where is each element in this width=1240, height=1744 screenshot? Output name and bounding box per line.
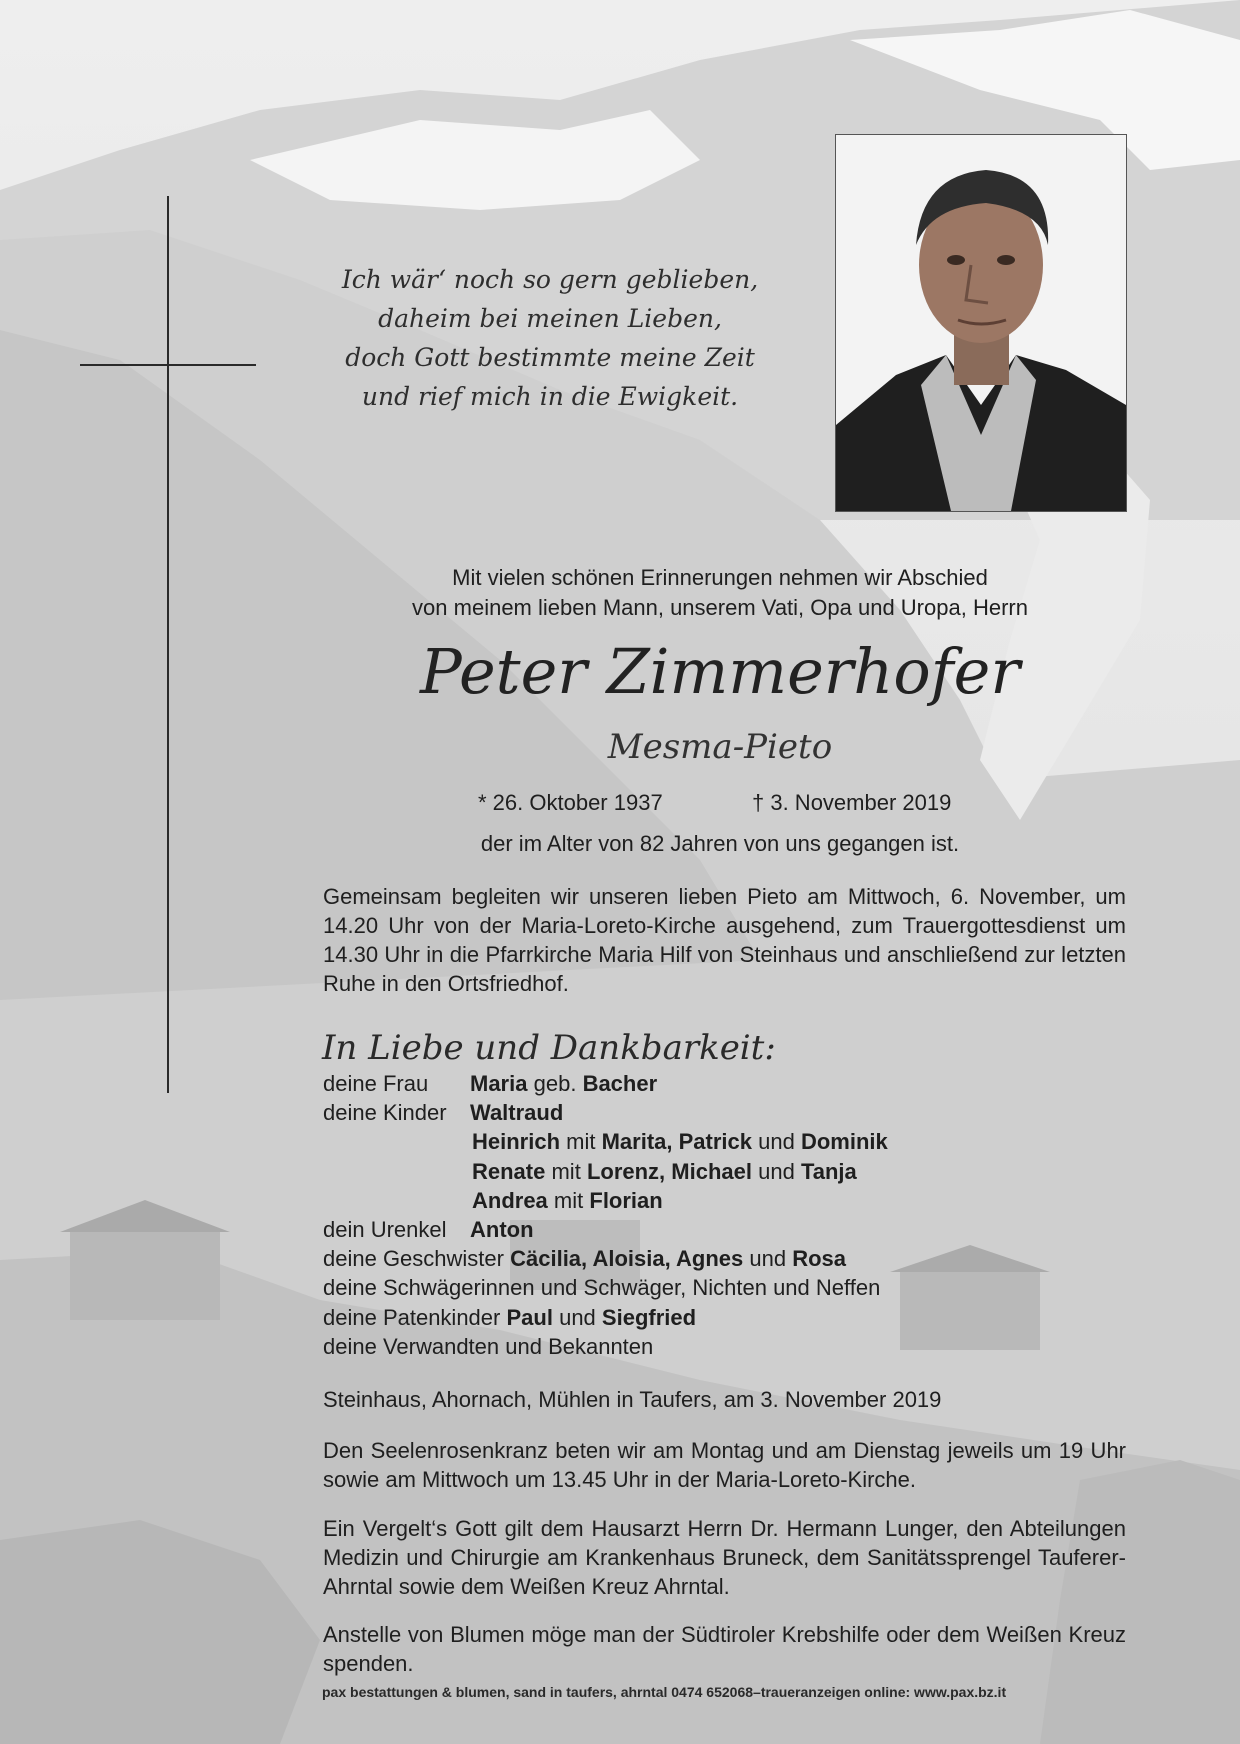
intro-text: [320, 563, 1120, 623]
poem-line: Ich wär‘ noch so gern geblieben,: [341, 265, 759, 294]
cross-vertical-bar: [167, 196, 169, 1093]
place-and-date: Steinhaus, Ahornach, Mühlen in Taufers, am 3. November 2019: [323, 1387, 942, 1412]
family-member-name: Siegfried: [601, 1304, 697, 1330]
thanks-heading: In Liebe und Dankbarkeit:: [322, 1028, 776, 1068]
relation-label: deine Geschwister: [323, 1246, 504, 1272]
family-member-name: Rosa: [792, 1246, 846, 1272]
family-member-name: Paul: [506, 1304, 553, 1330]
family-list: [323, 1069, 1143, 1361]
family-row-wife: [323, 1069, 1143, 1098]
family-row-inlaws: [323, 1273, 1143, 1302]
funeral-details: Gemeinsam begleiten wir unseren lieben Pieto am Mittwoch, 6. November, um 14.20 Uhr von der Maria-Loreto-Kirche ausgehend, zum Trauergottesdienst um 14.30 Uhr in die Pfarrkirche Maria Hilf von Steinhaus und anschließend zur letzten Ruhe in den Ortsfriedhof.: [323, 884, 1126, 996]
gratitude-notice: Ein Vergelt‘s Gott gilt dem Hausarzt Herrn Dr. Hermann Lunger, den Abteilungen Medizin und Chirurgie am Krankenhaus Bruneck, dem Sanitätssprengel Tauferer-Ahrntal sowie dem Weißen Kreuz Ahrntal.: [323, 1516, 1126, 1599]
family-member-name: Dominik: [800, 1129, 888, 1155]
connector-text: mit: [553, 1187, 584, 1213]
memorial-poem: [330, 260, 770, 416]
relation-label: deine Schwägerinnen und Schwäger, Nichten und Neffen: [323, 1275, 881, 1301]
family-member-name: Anton: [470, 1216, 534, 1242]
connector-text: und: [758, 1158, 795, 1184]
connector-text: mit: [551, 1158, 581, 1184]
deceased-nickname: Mesma-Pieto: [607, 727, 833, 767]
family-row-greatgrandchild: [323, 1215, 1143, 1244]
poem-line: daheim bei meinen Lieben,: [378, 304, 722, 333]
relation-label: dein Urenkel: [323, 1216, 447, 1242]
family-member-name: Tanja: [800, 1158, 857, 1184]
relation-label: deine Kinder: [323, 1100, 447, 1126]
relation-label: deine Frau: [323, 1071, 429, 1096]
donation-notice: Anstelle von Blumen möge man der Südtiroler Krebshilfe oder dem Weißen Kreuz spenden.: [323, 1622, 1126, 1676]
family-member-name: Heinrich: [472, 1129, 561, 1155]
family-row-relatives: [323, 1332, 1143, 1361]
portrait-photo: [835, 134, 1127, 512]
death-date: † 3. November 2019: [752, 790, 952, 815]
connector-text: und: [749, 1246, 787, 1272]
intro-line: von meinem lieben Mann, unserem Vati, Opa und Uropa, Herrn: [412, 595, 1028, 620]
connector-text: und: [758, 1129, 795, 1155]
relation-label: deine Patenkinder: [323, 1304, 501, 1330]
connector-text: geb.: [533, 1071, 577, 1096]
family-member-name: Maria: [470, 1071, 528, 1096]
family-member-name: Renate: [472, 1158, 546, 1184]
poem-line: doch Gott bestimmte meine Zeit: [345, 343, 755, 372]
family-member-name: Andrea: [472, 1187, 548, 1213]
poem-line: und rief mich in die Ewigkeit.: [361, 382, 739, 411]
family-row-child: [323, 1186, 1143, 1215]
family-member-name: Marita, Patrick: [601, 1129, 753, 1155]
relation-label: deine Verwandten und Bekannten: [323, 1333, 654, 1359]
birth-date: * 26. Oktober 1937: [478, 790, 663, 815]
family-member-name: Cäcilia, Aloisia, Agnes: [510, 1246, 744, 1272]
family-row-godchildren: [323, 1303, 1143, 1332]
family-row-child: [323, 1127, 1143, 1156]
family-member-name: Bacher: [582, 1071, 658, 1096]
family-row-siblings: [323, 1244, 1143, 1273]
cross-horizontal-bar: [80, 364, 256, 366]
family-member-name: Lorenz, Michael: [586, 1158, 752, 1184]
rosary-notice: Den Seelenrosenkranz beten wir am Montag und am Dienstag jeweils um 19 Uhr sowie am Mittwoch um 13.45 Uhr in der Maria-Loreto-Kirche.: [323, 1438, 1126, 1492]
family-member-name: Florian: [589, 1187, 663, 1213]
family-row-children: [323, 1098, 1143, 1127]
intro-line: Mit vielen schönen Erinnerungen nehmen wir Abschied: [452, 565, 988, 590]
family-row-child: [323, 1157, 1143, 1186]
connector-text: und: [559, 1304, 596, 1330]
funeral-home-footer: pax bestattungen & blumen, sand in taufers, ahrntal 0474 652068–traueranzeigen online: www.pax.bz.it: [322, 1684, 1007, 1700]
connector-text: mit: [566, 1129, 596, 1155]
age-statement: der im Alter von 82 Jahren von uns gegangen ist.: [480, 831, 960, 856]
deceased-name: Peter Zimmerhofer: [420, 635, 1020, 708]
family-member-name: Waltraud: [470, 1100, 564, 1126]
